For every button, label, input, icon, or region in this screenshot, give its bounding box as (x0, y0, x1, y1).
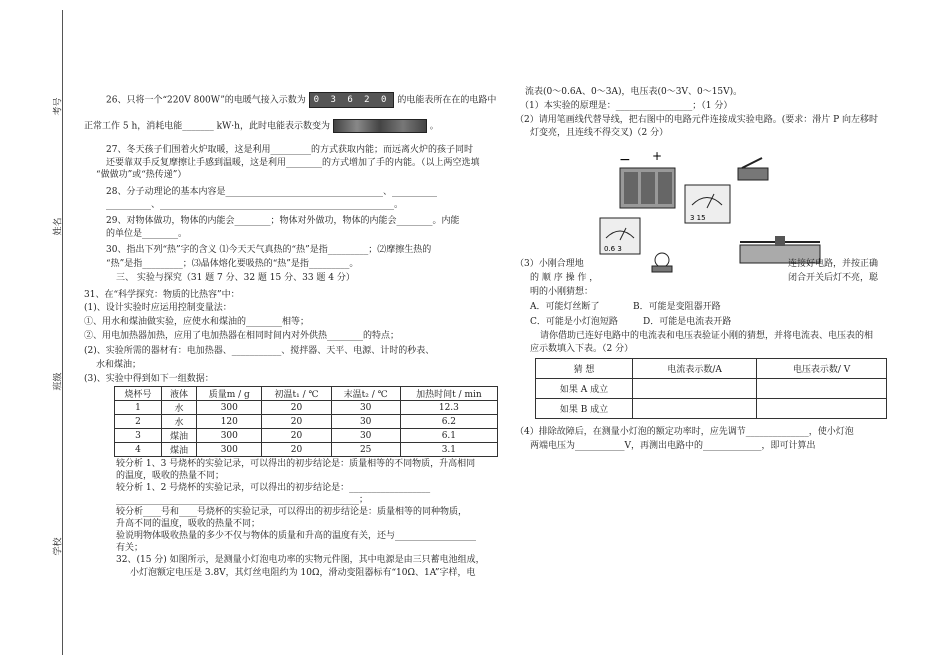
table-cell (757, 379, 887, 399)
table-cell: 30 (331, 429, 400, 443)
battery-minus-label: − (619, 152, 631, 168)
table-row (115, 401, 498, 415)
table-row (536, 399, 887, 419)
col-header: 末温t₂ / ℃ (331, 387, 400, 401)
q32-line2: 小灯泡额定电压是 3.8V，其灯丝电阻约为 10Ω，滑动变阻器标有“10Ω、1A”字样，电 (130, 568, 476, 578)
table-cell: 20 (262, 401, 331, 415)
analysis-1b: 的温度，吸收的热量不同； (116, 471, 225, 481)
table-cell: 如果 A 成立 (536, 379, 633, 399)
q31-1: (1)、设计实验时应运用控制变量法： (84, 303, 232, 313)
analysis-4a: 验说明物体吸收热量的多少不仅与物体的质量和升高的温度有关，还与__________________ (116, 531, 477, 541)
option-c: C．可能是小灯泡短路 (530, 317, 618, 327)
q32-line1: 32、(15 分) 如图所示，是测量小灯泡电功率的实物元件图，其中电源是由三只蓄电池组成， (116, 555, 485, 565)
option-b: B．可能是变阻器开路 (633, 302, 721, 312)
table-cell: 20 (262, 443, 331, 457)
q31-3: (3)、实验中得到如下一组数据： (84, 374, 214, 384)
q26-line2: 正常工作 5 h，消耗电能_______ kW·h，此时电能表示数变为 。 (84, 119, 439, 133)
q27-line3: “做做功”或“热传递”） (96, 170, 187, 180)
table-cell: 2 (115, 415, 162, 429)
col-header: 初温t₁ / ℃ (262, 387, 331, 401)
analysis-2: 较分析 1、2 号烧杯的实验记录，可以得出的初步结论是：__________________ (116, 483, 431, 493)
table-cell (757, 399, 887, 419)
lightbulb-icon (652, 253, 672, 272)
meter-reading-blank (333, 119, 427, 133)
q31-2b: 水和煤油； (96, 360, 142, 370)
analysis-2b: ______________________________________________________； (116, 495, 369, 505)
r-line3b: 灯变亮，且连线不得交叉)（2 分） (530, 128, 669, 138)
r-q3-b2: 闭合开关后灯不亮，聪 (788, 273, 879, 283)
voltmeter-icon (685, 185, 730, 223)
col-header: 质量m / g (197, 387, 262, 401)
col-header: 液体 (161, 387, 196, 401)
table-cell: 1 (115, 401, 162, 415)
q28-line1: 28、分子动理论的基本内容是___________________________________、__________ (106, 187, 437, 197)
table-cell: 3.1 (400, 443, 497, 457)
analysis-1a: 较分析 1、3 号烧杯的实验记录，可以得出的初步结论是：质量相等的不同物质，升高相同 (116, 459, 476, 469)
table-row (536, 379, 887, 399)
table-row (115, 429, 498, 443)
side-label-xuexiao: 学校 (53, 537, 64, 556)
battery-plus-label: + (652, 150, 663, 163)
battery-icon (620, 168, 675, 208)
q26-text-c: 正常工作 5 h，消耗电能_______ kW·h，此时电能表示数变为 (84, 121, 330, 132)
r-q3-c: 明的小刚猜想： (530, 287, 594, 297)
col-header: 加热时间t / min (400, 387, 497, 401)
data-table-specific-heat (114, 386, 498, 457)
q26-line1 (106, 92, 496, 108)
table-cell: 6.1 (400, 429, 497, 443)
table-cell: 30 (331, 415, 400, 429)
r-line2: （1）本实验的原理是：_________________；（1 分） (520, 101, 733, 111)
table-cell: 30 (331, 401, 400, 415)
table-row (115, 415, 498, 429)
guess-table (535, 358, 887, 419)
r-q4-a: （4）排除故障后，在测量小灯泡的额定功率时，应先调节______________，使小灯泡 (515, 427, 854, 437)
table-cell: 煤油 (161, 443, 196, 457)
r-line3a: （2）请用笔画线代替导线，把右图中的电路元件连接成实验电路。(要求：滑片 P 向左移时 (515, 115, 879, 125)
r-q3-b: 的 顺 序 操 作 ， (530, 273, 599, 283)
table-cell: 120 (197, 415, 262, 429)
side-label-xingming: 姓名 (53, 217, 64, 236)
col-header: 烧杯号 (115, 387, 162, 401)
table-cell: 如果 B 成立 (536, 399, 633, 419)
q30-line1: 30、指出下列“热”字的含义 ⑴今天天气真热的“热”是指_________；⑵摩擦生热的 (106, 245, 432, 255)
col-header: 猜 想 (536, 359, 633, 379)
meter-reading-initial: 0 3 6 2 0 (309, 92, 395, 108)
r-q3-a2: 连接好电路，并按正确 (788, 259, 879, 269)
q31-2a: (2)、实验所需的器材有：电加热器、___________、搅拌器、天平、电源、计时的秒表、 (84, 346, 435, 356)
q29-line2: 的单位是________。 (106, 229, 188, 239)
r-q3-verify-a: 请你借助已连好电路中的电流表和电压表验证小刚的猜想，并将电流表、电压表的相 (540, 331, 874, 341)
analysis-3a: 较分析____号和____号烧杯的实验记录，可以得出的初步结论是：质量相等的同种物质， (116, 507, 468, 517)
table-cell (633, 399, 757, 419)
table-cell: 4 (115, 443, 162, 457)
table-cell (633, 379, 757, 399)
r-q4-b: 两端电压为___________V，再测出电路中的_____________，即可计算出 (530, 441, 816, 451)
q26-text-a: 26、只将一个“220V 800W”的电暖气接入示数为 (106, 95, 306, 106)
table-cell: 300 (197, 429, 262, 443)
r-q3-verify-b: 应示数填入下表。（2 分） (530, 344, 634, 354)
table-cell: 6.2 (400, 415, 497, 429)
table-cell: 20 (262, 415, 331, 429)
table-cell: 水 (161, 401, 196, 415)
voltmeter-ticks: 3 15 (690, 214, 706, 222)
q30-line2: “热”是指_________；⑶晶体熔化要吸热的“热”是指_________。 (106, 259, 359, 269)
q26-text-b: 的电能表所在在的电路中 (397, 95, 497, 106)
r-line1: 流表(0～0.6A、0～3A)，电压表(0～3V、0～15V)。 (525, 87, 743, 97)
ammeter-ticks: 0.6 3 (604, 245, 622, 253)
q29-line1: 29、对物体做功，物体的内能会________；物体对外做功，物体的内能会________。内能 (106, 216, 460, 226)
table-header-row (536, 359, 887, 379)
col-header: 电压表示数/ V (757, 359, 887, 379)
table-cell: 300 (197, 401, 262, 415)
table-cell: 25 (331, 443, 400, 457)
switch-icon (738, 158, 768, 180)
q27-line1: 27、冬天孩子们围着火炉取暖，这是利用_________的方式获取内能；而远离火炉的孩子同时 (106, 145, 473, 155)
table-cell: 12.3 (400, 401, 497, 415)
table-cell: 300 (197, 443, 262, 457)
option-d: D．可能是电流表开路 (643, 317, 732, 327)
table-row (115, 443, 498, 457)
table-cell: 煤油 (161, 429, 196, 443)
option-a: A．可能灯丝断了 (530, 302, 600, 312)
q31-title: 31、在“科学探究：物质的比热容”中： (84, 290, 240, 300)
table-cell: 水 (161, 415, 196, 429)
q27-line2: 还要靠双手反复摩擦让手感到温暖，这是利用________的方式增加了手的内能。（以上两空选填 (106, 158, 480, 168)
table-header-row (115, 387, 498, 401)
col-header: 电流表示数/A (633, 359, 757, 379)
table-cell: 20 (262, 429, 331, 443)
r-q3-a: （3）小刚合理地 (515, 259, 584, 269)
ammeter-icon (600, 218, 640, 254)
side-label-banji: 班级 (53, 372, 64, 391)
table-cell: 3 (115, 429, 162, 443)
side-label-kaohao: 考号 (53, 97, 64, 116)
analysis-4b: 有关； (116, 543, 144, 553)
q31-1b: ②、用电加热器加热，应用了电加热器在相同时间内对外供热________的特点； (84, 331, 400, 341)
q31-1a: ①、用水和煤油做实验，应使水和煤油的________相等； (84, 317, 310, 327)
section-three-heading: 三、 实验与探究（31 题 7 分、32 题 15 分、33 题 4 分） (116, 273, 355, 283)
q28-line2: __________、____________________________________________________。 (106, 200, 404, 210)
analysis-3b: 升高不同的温度，吸收的热量不同； (116, 519, 261, 529)
